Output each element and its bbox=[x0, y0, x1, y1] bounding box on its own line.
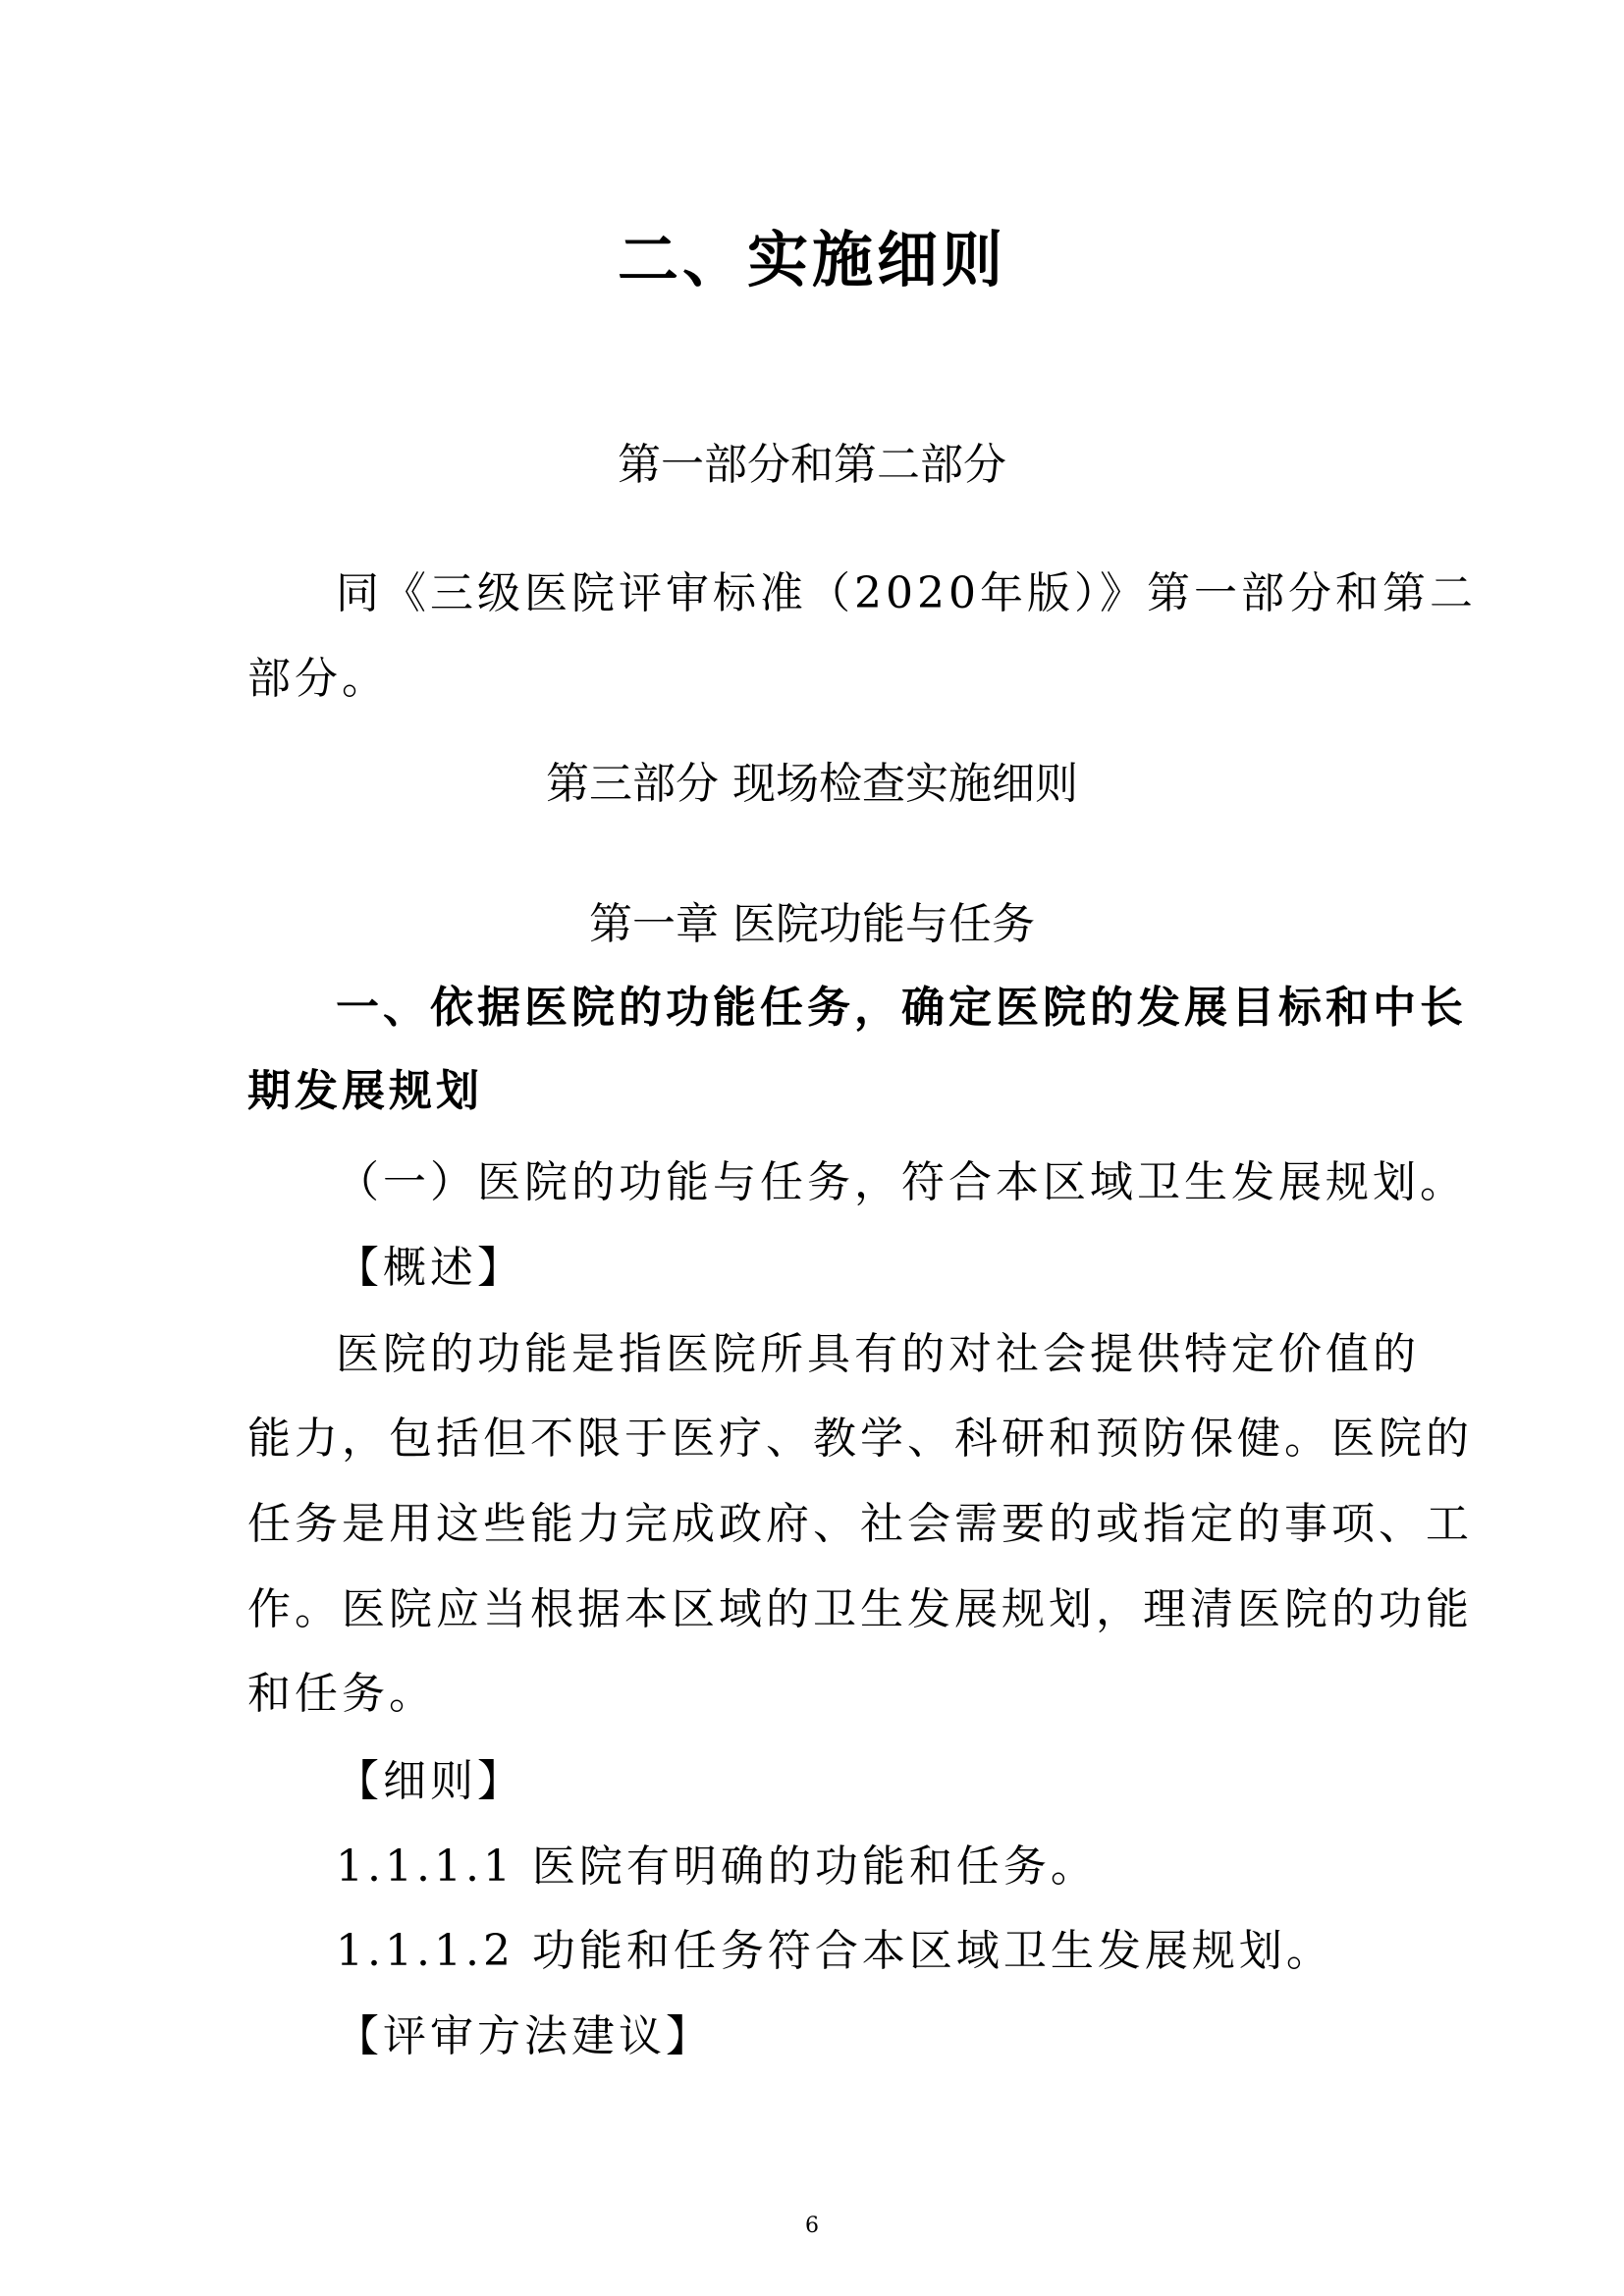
page-number: 6 bbox=[805, 2214, 819, 2238]
detail-item-2: 1.1.1.2 功能和任务符合本区域卫生发展规划。 bbox=[336, 1926, 1333, 1976]
overview-text-line-1: 医院的功能是指医院所具有的对社会提供特定价值的 bbox=[336, 1329, 1420, 1379]
section-3-heading: 第三部分 现场检查实施细则 bbox=[546, 759, 1078, 809]
overview-label: 【概述】 bbox=[336, 1243, 524, 1293]
item-1-heading-line-2: 期发展规划 bbox=[247, 1066, 483, 1116]
overview-text-line-2: 能力，包括但不限于医疗、教学、科研和预防保健。医院的 bbox=[247, 1414, 1473, 1464]
detail-item-1: 1.1.1.1 医院有明确的功能和任务。 bbox=[336, 1842, 1098, 1892]
details-label: 【细则】 bbox=[336, 1756, 524, 1806]
overview-text-line-3: 任务是用这些能力完成政府、社会需要的或指定的事项、工 bbox=[247, 1499, 1473, 1549]
section-1-2-heading: 第一部分和第二部分 bbox=[618, 440, 1006, 490]
sub-item-1: （一）医院的功能与任务，符合本区域卫生发展规划。 bbox=[336, 1157, 1467, 1207]
overview-text-line-4: 作。医院应当根据本区域的卫生发展规划，理清医院的功能 bbox=[247, 1584, 1473, 1634]
overview-text-line-5: 和任务。 bbox=[247, 1669, 436, 1719]
page-title: 二、实施细则 bbox=[617, 224, 1006, 295]
section-1-2-paragraph-line-1: 同《三级医院评审标准（2020年版）》第一部分和第二 bbox=[336, 568, 1477, 618]
chapter-1-heading: 第一章 医院功能与任务 bbox=[589, 899, 1035, 949]
item-1-heading-line-1: 一、依据医院的功能任务，确定医院的发展目标和中长 bbox=[336, 983, 1467, 1033]
method-label: 【评审方法建议】 bbox=[336, 2011, 713, 2061]
section-1-2-paragraph-line-2: 部分。 bbox=[247, 654, 389, 704]
